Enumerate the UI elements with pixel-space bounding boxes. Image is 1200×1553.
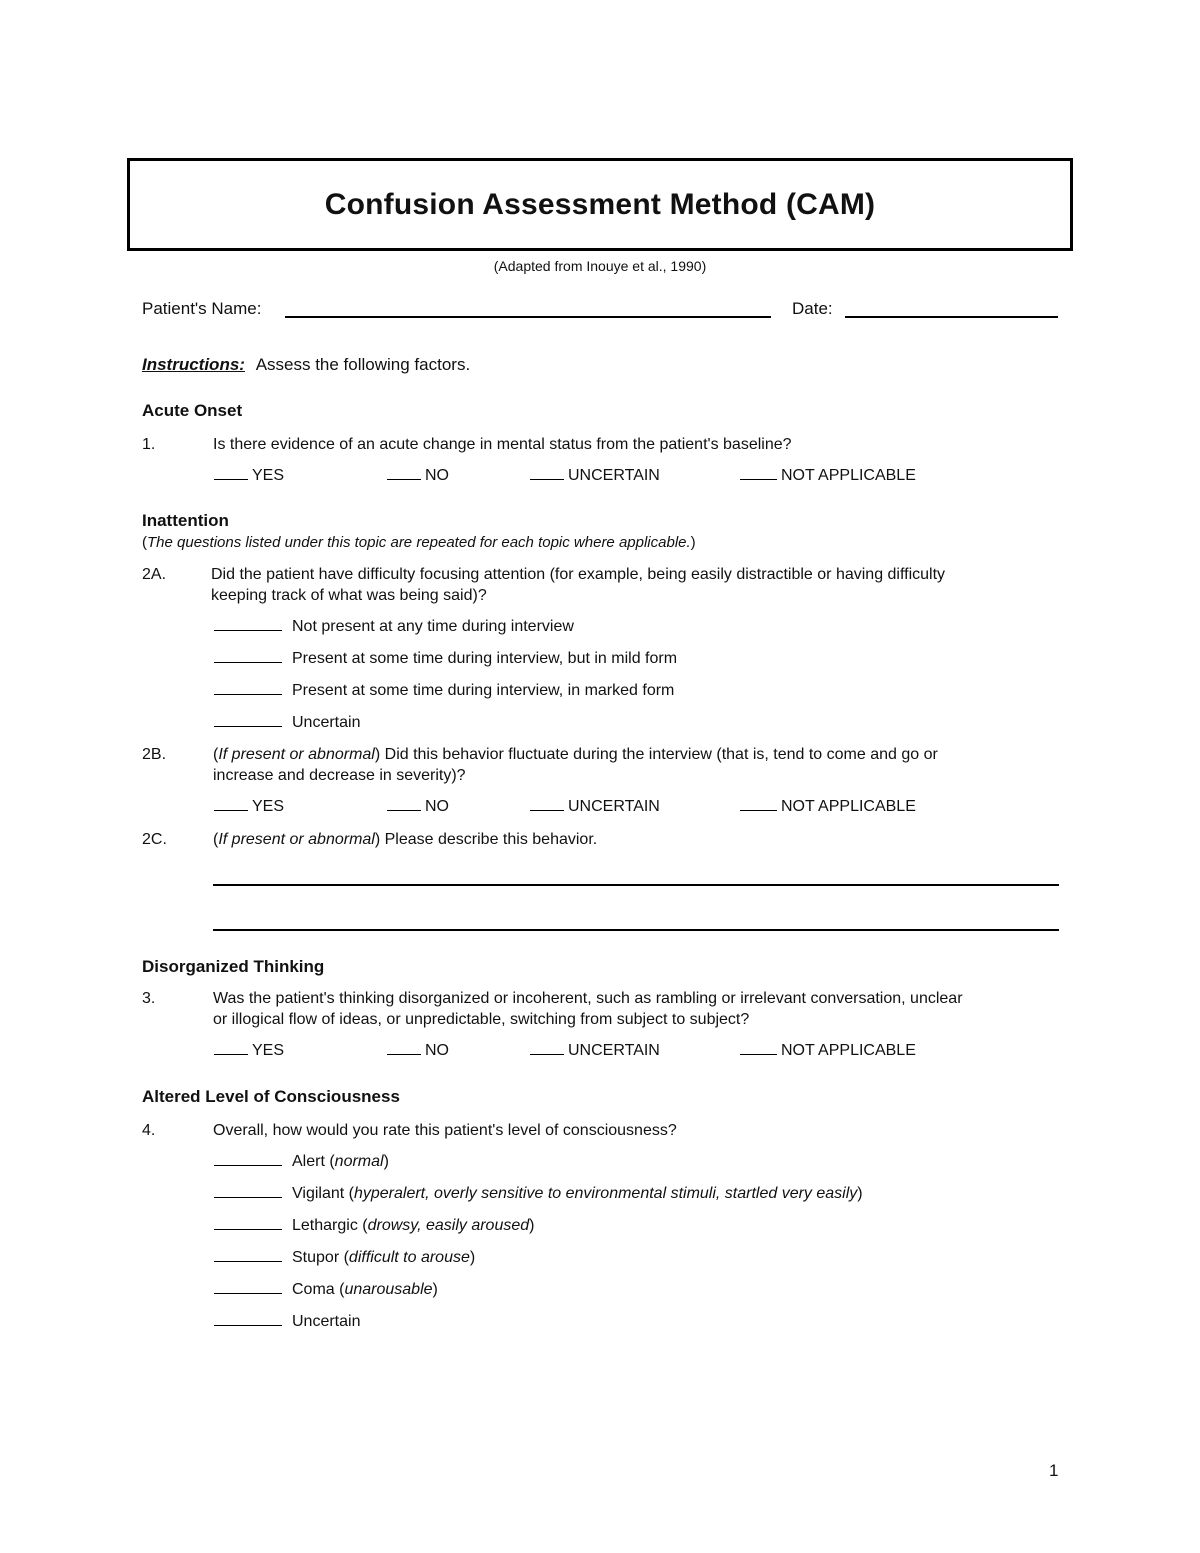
checkbox-blank[interactable] <box>387 1054 421 1055</box>
choice-yes[interactable]: YES <box>214 1042 284 1060</box>
question-number: 1. <box>142 436 156 453</box>
checkbox-blank[interactable] <box>214 810 248 811</box>
checkbox-blank[interactable] <box>740 479 777 480</box>
instructions <box>142 355 470 375</box>
question-text: (If present or abnormal) Please describe this behavior. <box>213 831 598 848</box>
section-heading-disorganized-thinking: Disorganized Thinking <box>142 957 325 976</box>
section-heading-acute-onset: Acute Onset <box>142 401 243 420</box>
choice-no[interactable]: NO <box>387 467 449 485</box>
checkbox-blank[interactable] <box>214 1197 282 1198</box>
choice-not-applicable[interactable]: NOT APPLICABLE <box>740 467 916 485</box>
patient-name-field[interactable] <box>285 316 771 318</box>
question-text: Overall, how would you rate this patient's level of consciousness? <box>213 1122 677 1139</box>
option-2a[interactable]: Present at some time during interview, in marked form <box>214 682 674 700</box>
patient-name-label: Patient's Name: <box>142 299 262 318</box>
question-number: 2B. <box>142 746 167 763</box>
subtitle: (Adapted from Inouye et al., 1990) <box>493 258 707 274</box>
option-2a[interactable]: Present at some time during interview, but in mild form <box>214 650 677 668</box>
inattention-note: (The questions listed under this topic are repeated for each topic where applicable.) <box>142 534 696 551</box>
description-line[interactable] <box>213 884 1059 886</box>
option-consciousness[interactable]: Vigilant (hyperalert, overly sensitive to environmental stimuli, startled very easily) <box>214 1185 863 1203</box>
choice-no[interactable]: NO <box>387 798 449 816</box>
checkbox-blank[interactable] <box>214 1293 282 1294</box>
checkbox-blank[interactable] <box>214 1229 282 1230</box>
checkbox-blank[interactable] <box>530 1054 564 1055</box>
question-text: Did the patient have difficulty focusing attention (for example, being easily distractible or having difficulty <box>211 566 946 583</box>
option-consciousness[interactable]: Stupor (difficult to arouse) <box>214 1249 475 1267</box>
checkbox-blank[interactable] <box>740 810 777 811</box>
choice-yes[interactable]: YES <box>214 798 284 816</box>
page-number: 1 <box>1049 1461 1059 1480</box>
question-text: increase and decrease in severity)? <box>213 767 466 784</box>
checkbox-blank[interactable] <box>530 479 564 480</box>
checkbox-blank[interactable] <box>387 810 421 811</box>
option-consciousness[interactable]: Coma (unarousable) <box>214 1281 438 1299</box>
checkbox-blank[interactable] <box>214 726 282 727</box>
choice-uncertain[interactable]: UNCERTAIN <box>530 1042 660 1060</box>
choice-uncertain[interactable]: UNCERTAIN <box>530 467 660 485</box>
checkbox-blank[interactable] <box>387 479 421 480</box>
option-2a[interactable]: Uncertain <box>214 714 360 732</box>
instructions-label: Instructions: <box>142 355 245 374</box>
checkbox-blank[interactable] <box>214 1054 248 1055</box>
checkbox-blank[interactable] <box>214 479 248 480</box>
option-consciousness[interactable]: Alert (normal) <box>214 1153 389 1171</box>
description-line[interactable] <box>213 929 1059 931</box>
question-text: (If present or abnormal) Did this behavior fluctuate during the interview (that is, tend to come and go or <box>213 746 938 763</box>
question-number: 2A. <box>142 566 167 583</box>
section-heading-altered-consciousness: Altered Level of Consciousness <box>142 1087 400 1106</box>
choice-no[interactable]: NO <box>387 1042 449 1060</box>
question-text: keeping track of what was being said)? <box>211 587 487 604</box>
question-number: 4. <box>142 1122 156 1139</box>
section-heading-inattention: Inattention <box>142 511 229 530</box>
choice-uncertain[interactable]: UNCERTAIN <box>530 798 660 816</box>
checkbox-blank[interactable] <box>214 630 282 631</box>
checkbox-blank[interactable] <box>214 1325 282 1326</box>
checkbox-blank[interactable] <box>214 662 282 663</box>
question-text: Is there evidence of an acute change in mental status from the patient's baseline? <box>213 436 792 453</box>
checkbox-blank[interactable] <box>740 1054 777 1055</box>
checkbox-blank[interactable] <box>530 810 564 811</box>
page-title: Confusion Assessment Method (CAM) <box>324 188 876 221</box>
choice-not-applicable[interactable]: NOT APPLICABLE <box>740 1042 916 1060</box>
choice-yes[interactable]: YES <box>214 467 284 485</box>
instructions-text: Assess the following factors. <box>255 355 471 374</box>
option-2a[interactable]: Not present at any time during interview <box>214 618 574 636</box>
question-number: 2C. <box>142 831 167 848</box>
date-label: Date: <box>792 299 833 318</box>
date-field[interactable] <box>845 316 1058 318</box>
question-number: 3. <box>142 990 156 1007</box>
question-text: or illogical flow of ideas, or unpredictable, switching from subject to subject? <box>213 1011 750 1028</box>
option-consciousness[interactable]: Lethargic (drowsy, easily aroused) <box>214 1217 534 1235</box>
checkbox-blank[interactable] <box>214 1261 282 1262</box>
option-consciousness[interactable]: Uncertain <box>214 1313 360 1331</box>
choice-not-applicable[interactable]: NOT APPLICABLE <box>740 798 916 816</box>
checkbox-blank[interactable] <box>214 1165 282 1166</box>
title-box <box>127 158 1073 251</box>
question-text: Was the patient's thinking disorganized or incoherent, such as rambling or irrelevant conversation, unclear <box>213 990 963 1007</box>
checkbox-blank[interactable] <box>214 694 282 695</box>
